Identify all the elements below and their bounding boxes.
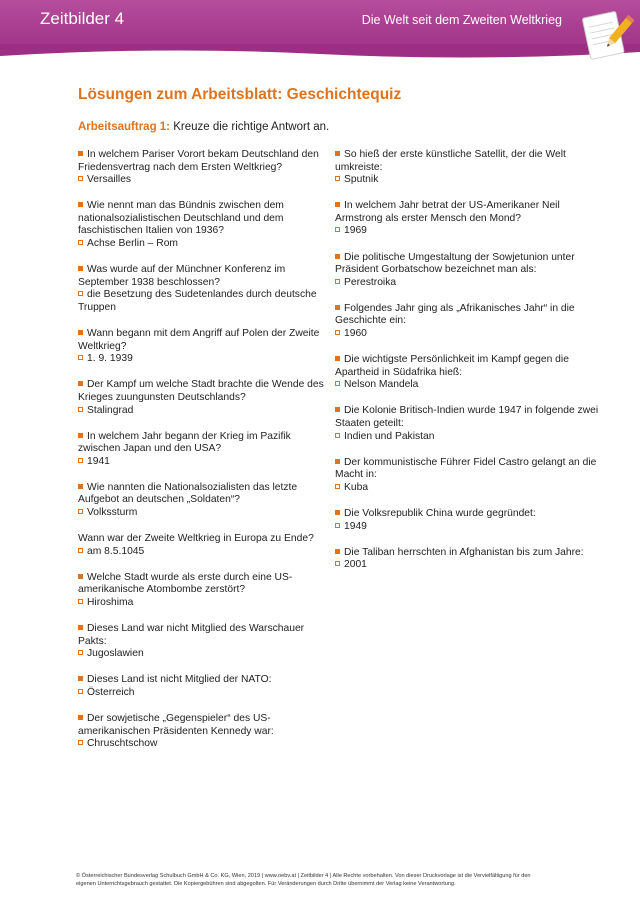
- question-line: [78, 149, 328, 174]
- quiz-item: [335, 200, 600, 238]
- question-text: Wie nannten die Nationalsozialisten das letzte Aufgebot an deutschen „Soldaten“?: [78, 481, 298, 506]
- quiz-item: [78, 572, 328, 610]
- footer-line: © Österreichischer Bundesverlag Schulbuch GmbH & Co. KG, Wien, 2019 | www.oebv.at | Zeitbilder 4 | Alle Rechte vorbehalten. Von dieser Druckvorlage ist die Vervielfältigung für den: [76, 873, 531, 879]
- quiz-item: [78, 674, 328, 699]
- quiz-item: [78, 264, 328, 314]
- checkbox-icon[interactable]: [335, 433, 340, 438]
- question-text: Was wurde auf der Münchner Konferenz im September 1938 beschlossen?: [78, 264, 286, 288]
- quiz-item: [335, 457, 600, 495]
- quiz-item: [78, 431, 328, 469]
- copyright-footer: [76, 872, 576, 888]
- quiz-item: [78, 200, 328, 250]
- checkbox-icon[interactable]: [78, 240, 83, 245]
- question-text: So hieß der erste künstliche Satellit, der die Welt umkreiste:: [335, 149, 566, 173]
- question-line: [78, 482, 328, 507]
- checkbox-icon[interactable]: [78, 291, 83, 296]
- book-title: Zeitbilder 4: [40, 9, 125, 28]
- quiz-item: [78, 533, 328, 558]
- checkbox-icon[interactable]: [78, 548, 83, 553]
- bullet-icon: [78, 381, 83, 386]
- quiz-item: [335, 354, 600, 392]
- answer-line: [335, 225, 600, 238]
- bullet-icon: [78, 574, 83, 579]
- answer-line: [335, 277, 600, 290]
- checkbox-icon[interactable]: [335, 279, 340, 284]
- bullet-icon: [78, 484, 83, 489]
- answer-line: [335, 521, 600, 534]
- answer-line: [335, 174, 600, 187]
- checkbox-icon[interactable]: [335, 561, 340, 566]
- checkbox-icon[interactable]: [335, 523, 340, 528]
- question-line: [78, 623, 328, 648]
- answer-line: [335, 559, 600, 572]
- answer-line: [78, 289, 328, 314]
- checkbox-icon[interactable]: [335, 381, 340, 386]
- bullet-icon: [78, 151, 83, 156]
- answer-line: [335, 328, 600, 341]
- answer-text: Versailles: [87, 174, 132, 186]
- answer-line: [78, 405, 328, 418]
- answer-text: Indien und Pakistan: [344, 430, 435, 442]
- question-text: Wann begann mit dem Angriff auf Polen der Zweite Weltkrieg?: [78, 328, 320, 352]
- question-line: [335, 252, 600, 277]
- bullet-icon: [335, 510, 340, 515]
- answer-text: die Besetzung des Sudetenlandes durch deutsche Truppen: [78, 289, 317, 313]
- question-text: Die politische Umgestaltung der Sowjetunion unter Präsident Gorbatschow bezeichnet man als:: [335, 251, 575, 276]
- task-instruction: [78, 121, 329, 133]
- checkbox-icon[interactable]: [78, 650, 83, 655]
- question-text: Der sowjetische „Gegenspieler“ des US-amerikanischen Präsidenten Kennedy war:: [78, 713, 274, 737]
- question-text: In welchem Pariser Vorort bekam Deutschland den Friedensvertrag nach dem Ersten Weltkrieg?: [78, 149, 319, 173]
- left-question-column: [78, 149, 328, 764]
- answer-text: am 8.5.1045: [87, 545, 145, 557]
- answer-text: 1941: [87, 455, 110, 467]
- question-line: [78, 431, 328, 456]
- question-text: Folgendes Jahr ging als „Afrikanisches Jahr“ in die Geschichte ein:: [335, 302, 575, 327]
- task-text: Kreuze die richtige Antwort an.: [170, 121, 330, 133]
- question-line: [78, 379, 328, 404]
- question-line: [78, 713, 328, 738]
- checkbox-icon[interactable]: [335, 227, 340, 232]
- quiz-item: [335, 149, 600, 187]
- checkbox-icon[interactable]: [335, 484, 340, 489]
- answer-line: [78, 174, 328, 187]
- answer-text: Stalingrad: [87, 404, 134, 416]
- answer-text: Hiroshima: [87, 597, 134, 609]
- answer-text: 1. 9. 1939: [87, 353, 133, 365]
- answer-text: Österreich: [87, 687, 135, 698]
- bullet-icon: [335, 151, 340, 156]
- bullet-icon: [335, 459, 340, 464]
- answer-line: [78, 456, 328, 469]
- bullet-icon: [78, 330, 83, 335]
- answer-line: [78, 353, 328, 366]
- page-header: [0, 0, 640, 58]
- checkbox-icon[interactable]: [78, 599, 83, 604]
- bullet-icon: [78, 202, 83, 207]
- question-text: Der kommunistische Führer Fidel Castro gelangt an die Macht in:: [335, 456, 597, 481]
- bullet-icon: [78, 676, 83, 681]
- checkbox-icon[interactable]: [78, 740, 83, 745]
- question-text: Die Volksrepublik China wurde gegründet:: [344, 507, 536, 519]
- question-line: [78, 674, 328, 687]
- question-line: [78, 264, 328, 289]
- question-text: Die wichtigste Persönlichkeit im Kampf gegen die Apartheid in Südafrika hieß:: [335, 354, 569, 378]
- question-text: Dieses Land ist nicht Mitglied der NATO:: [87, 674, 272, 686]
- question-text: Die Taliban herrschten in Afghanistan bis zum Jahre:: [344, 546, 584, 558]
- checkbox-icon[interactable]: [78, 355, 83, 360]
- footer-line: eigenen Unterrichtsgebrauch gestattet. Die Kopiergebühren sind abgegolten. Für Veränderungen durch Dritte übernimmt der Verlag keine Verantwortung.: [76, 881, 456, 887]
- checkbox-icon[interactable]: [78, 509, 83, 514]
- answer-text: Chruschtschow: [87, 738, 158, 750]
- question-line: [335, 508, 600, 521]
- answer-text: Sputnik: [344, 174, 379, 186]
- quiz-item: [335, 547, 600, 572]
- bullet-icon: [78, 266, 83, 271]
- question-line: [335, 303, 600, 328]
- bullet-icon: [335, 549, 340, 554]
- answer-line: [335, 379, 600, 392]
- bullet-icon: [335, 305, 340, 310]
- answer-line: [78, 648, 328, 661]
- task-label: Arbeitsauftrag 1:: [78, 121, 171, 133]
- answer-line: [78, 507, 328, 520]
- question-text: Welche Stadt wurde als erste durch eine US-amerikanische Atombombe zerstört?: [78, 571, 293, 596]
- quiz-item: [78, 713, 328, 751]
- book-subtitle: Die Welt seit dem Zweiten Weltkrieg: [361, 13, 562, 27]
- bullet-icon: [78, 433, 83, 438]
- answer-text: Kuba: [344, 481, 369, 493]
- answer-text: Volkssturm: [87, 507, 138, 519]
- question-line: [335, 457, 600, 482]
- question-text: In welchem Jahr begann der Krieg im Pazifik zwischen Japan und den USA?: [78, 430, 291, 455]
- quiz-item: [335, 303, 600, 341]
- question-line: [335, 405, 600, 430]
- bullet-icon: [78, 625, 83, 630]
- quiz-item: [335, 252, 600, 290]
- checkbox-icon[interactable]: [78, 176, 83, 181]
- bullet-icon: [335, 356, 340, 361]
- answer-line: [78, 546, 328, 559]
- answer-text: 1969: [344, 225, 367, 237]
- question-text: Der Kampf um welche Stadt brachte die Wende des Krieges zuungunsten Deutschlands?: [78, 379, 324, 403]
- question-text: Wann war der Zweite Weltkrieg in Europa zu Ende?: [78, 533, 314, 545]
- question-text: Wie nennt man das Bündnis zwischen dem nationalsozialistischen Deutschland und dem faschistischen Italien von 1936?: [78, 200, 284, 237]
- checkbox-icon[interactable]: [78, 407, 83, 412]
- quiz-item: [78, 328, 328, 366]
- quiz-item: [335, 508, 600, 533]
- answer-line: [335, 431, 600, 444]
- question-text: In welchem Jahr betrat der US-Amerikaner Neil Armstrong als erster Mensch den Mond?: [335, 200, 560, 224]
- checkbox-icon[interactable]: [78, 458, 83, 463]
- question-line: [335, 547, 600, 560]
- checkbox-icon[interactable]: [78, 689, 83, 694]
- question-text: Die Kolonie Britisch-Indien wurde 1947 in folgende zwei Staaten geteilt:: [335, 405, 599, 429]
- quiz-item: [335, 405, 600, 443]
- quiz-item: [78, 379, 328, 417]
- bullet-icon: [78, 715, 83, 720]
- answer-text: 2001: [344, 559, 367, 571]
- header-wave: [0, 44, 640, 62]
- answer-text: Perestroika: [344, 276, 397, 288]
- bullet-icon: [335, 407, 340, 412]
- answer-line: [78, 597, 328, 610]
- answer-text: Achse Berlin – Rom: [87, 238, 178, 250]
- question-text: Dieses Land war nicht Mitglied des Warschauer Pakts:: [78, 623, 305, 647]
- answer-line: [78, 687, 328, 700]
- quiz-item: [78, 623, 328, 661]
- right-question-column: [335, 149, 600, 585]
- quiz-item: [78, 482, 328, 520]
- answer-text: 1949: [344, 520, 367, 532]
- checkbox-icon[interactable]: [335, 330, 340, 335]
- answer-text: Nelson Mandela: [344, 379, 419, 391]
- checkbox-icon[interactable]: [335, 176, 340, 181]
- answer-text: Jugoslawien: [87, 648, 144, 660]
- bullet-icon: [335, 254, 340, 259]
- quiz-item: [78, 149, 328, 187]
- bullet-icon: [335, 202, 340, 207]
- answer-text: 1960: [344, 328, 367, 340]
- question-line: [78, 328, 328, 353]
- answer-line: [78, 238, 328, 251]
- answer-line: [335, 482, 600, 495]
- question-line: [335, 149, 600, 174]
- question-line: [78, 533, 328, 546]
- notepad-pencil-icon: [576, 6, 634, 62]
- question-line: [78, 200, 328, 238]
- question-line: [335, 354, 600, 379]
- page-title: Lösungen zum Arbeitsblatt: Geschichtequiz: [78, 86, 402, 103]
- question-line: [78, 572, 328, 597]
- question-line: [335, 200, 600, 225]
- answer-line: [78, 738, 328, 751]
